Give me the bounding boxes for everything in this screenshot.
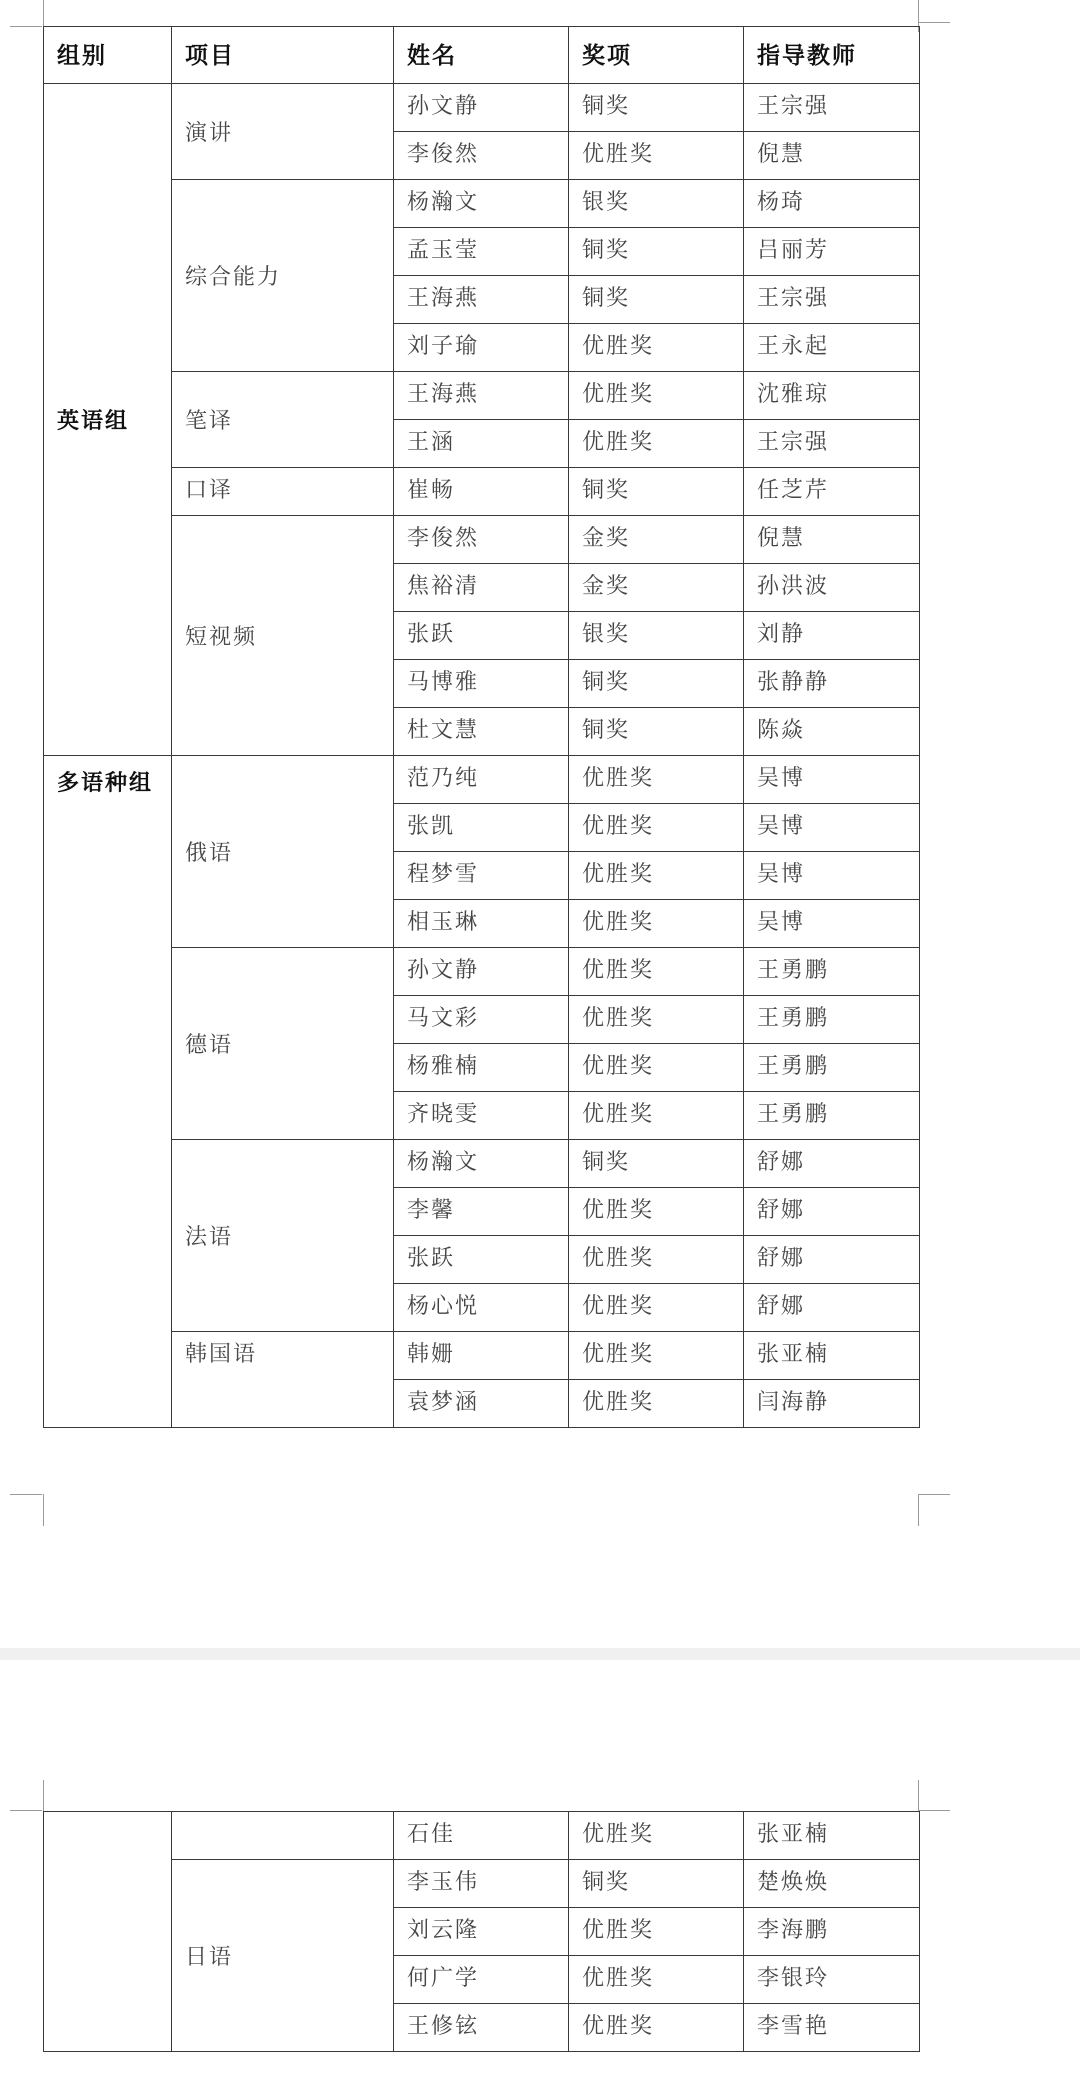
project-cell: 法语 (172, 1140, 394, 1332)
name-cell: 崔畅 (394, 468, 569, 516)
teacher-cell: 王勇鹏 (744, 996, 920, 1044)
name-cell: 马文彩 (394, 996, 569, 1044)
name-cell: 袁梦涵 (394, 1380, 569, 1428)
award-cell: 优胜奖 (569, 996, 744, 1044)
award-cell: 铜奖 (569, 708, 744, 756)
name-cell: 李俊然 (394, 132, 569, 180)
teacher-cell: 王勇鹏 (744, 1092, 920, 1140)
teacher-cell: 孙洪波 (744, 564, 920, 612)
name-cell: 张跃 (394, 612, 569, 660)
name-cell: 李馨 (394, 1188, 569, 1236)
name-cell: 李玉伟 (394, 1860, 569, 1908)
table-row (44, 1332, 920, 1380)
award-cell: 优胜奖 (569, 804, 744, 852)
teacher-cell: 倪慧 (744, 516, 920, 564)
award-cell: 优胜奖 (569, 900, 744, 948)
project-cell: 短视频 (172, 516, 394, 756)
name-cell: 孙文静 (394, 84, 569, 132)
project-cell: 演讲 (172, 84, 394, 180)
teacher-cell: 王勇鹏 (744, 948, 920, 996)
table-row (44, 468, 920, 516)
teacher-cell: 张静静 (744, 660, 920, 708)
table-row (44, 84, 920, 132)
project-cell: 综合能力 (172, 180, 394, 372)
crop-mark (43, 1494, 44, 1526)
table-row (44, 756, 920, 804)
teacher-cell: 王宗强 (744, 84, 920, 132)
header-name: 姓名 (394, 27, 569, 84)
award-cell: 优胜奖 (569, 1044, 744, 1092)
name-cell: 张凯 (394, 804, 569, 852)
name-cell: 王海燕 (394, 372, 569, 420)
award-table-continued (43, 1811, 920, 2052)
award-cell: 优胜奖 (569, 1956, 744, 2004)
award-cell: 优胜奖 (569, 756, 744, 804)
award-cell: 优胜奖 (569, 1284, 744, 1332)
award-cell: 金奖 (569, 564, 744, 612)
name-cell: 王海燕 (394, 276, 569, 324)
award-cell: 铜奖 (569, 84, 744, 132)
award-cell: 优胜奖 (569, 132, 744, 180)
award-cell: 铜奖 (569, 468, 744, 516)
award-cell: 优胜奖 (569, 2004, 744, 2052)
teacher-cell: 闫海静 (744, 1380, 920, 1428)
header-project: 项目 (172, 27, 394, 84)
teacher-cell: 吴博 (744, 756, 920, 804)
name-cell: 王涵 (394, 420, 569, 468)
award-cell: 优胜奖 (569, 1908, 744, 1956)
award-cell: 金奖 (569, 516, 744, 564)
crop-mark (918, 1494, 950, 1495)
teacher-cell: 杨琦 (744, 180, 920, 228)
teacher-cell: 李海鹏 (744, 1908, 920, 1956)
crop-mark (918, 22, 950, 23)
crop-mark (918, 1494, 919, 1526)
name-cell: 何广学 (394, 1956, 569, 2004)
teacher-cell: 舒娜 (744, 1236, 920, 1284)
name-cell: 程梦雪 (394, 852, 569, 900)
name-cell: 孟玉莹 (394, 228, 569, 276)
table-row (44, 372, 920, 420)
name-cell: 范乃纯 (394, 756, 569, 804)
teacher-cell: 李雪艳 (744, 2004, 920, 2052)
name-cell: 齐晓雯 (394, 1092, 569, 1140)
award-cell: 铜奖 (569, 1140, 744, 1188)
name-cell: 焦裕清 (394, 564, 569, 612)
project-cell: 俄语 (172, 756, 394, 948)
name-cell: 杜文慧 (394, 708, 569, 756)
teacher-cell: 张亚楠 (744, 1812, 920, 1860)
award-cell: 优胜奖 (569, 1812, 744, 1860)
award-cell: 银奖 (569, 180, 744, 228)
teacher-cell: 楚焕焕 (744, 1860, 920, 1908)
teacher-cell: 王宗强 (744, 276, 920, 324)
group-cell: 多语种组 (44, 756, 172, 1428)
teacher-cell: 陈焱 (744, 708, 920, 756)
table-header-row (44, 27, 920, 84)
crop-mark (10, 1810, 42, 1811)
award-cell: 铜奖 (569, 276, 744, 324)
teacher-cell: 沈雅琼 (744, 372, 920, 420)
table-row (44, 1140, 920, 1188)
teacher-cell: 吕丽芳 (744, 228, 920, 276)
teacher-cell: 王永起 (744, 324, 920, 372)
teacher-cell: 吴博 (744, 852, 920, 900)
teacher-cell: 王勇鹏 (744, 1044, 920, 1092)
award-cell: 优胜奖 (569, 1332, 744, 1380)
table-row (44, 180, 920, 228)
name-cell: 李俊然 (394, 516, 569, 564)
name-cell: 刘子瑜 (394, 324, 569, 372)
project-cell: 日语 (172, 1860, 394, 2052)
name-cell: 王修铉 (394, 2004, 569, 2052)
name-cell: 孙文静 (394, 948, 569, 996)
award-cell: 优胜奖 (569, 852, 744, 900)
teacher-cell: 吴博 (744, 900, 920, 948)
name-cell: 杨瀚文 (394, 1140, 569, 1188)
project-cell: 笔译 (172, 372, 394, 468)
award-cell: 优胜奖 (569, 420, 744, 468)
header-teacher: 指导教师 (744, 27, 920, 84)
award-cell: 优胜奖 (569, 1380, 744, 1428)
name-cell: 张跃 (394, 1236, 569, 1284)
award-cell: 银奖 (569, 612, 744, 660)
name-cell: 石佳 (394, 1812, 569, 1860)
name-cell: 韩姗 (394, 1332, 569, 1380)
award-cell: 优胜奖 (569, 1236, 744, 1284)
crop-mark (10, 1494, 42, 1495)
name-cell: 杨雅楠 (394, 1044, 569, 1092)
teacher-cell: 倪慧 (744, 132, 920, 180)
teacher-cell: 舒娜 (744, 1140, 920, 1188)
teacher-cell: 刘静 (744, 612, 920, 660)
group-cell: 英语组 (44, 84, 172, 756)
project-cell: 德语 (172, 948, 394, 1140)
award-cell: 优胜奖 (569, 324, 744, 372)
teacher-cell: 李银玲 (744, 1956, 920, 2004)
project-cell: 韩国语 (172, 1332, 394, 1428)
teacher-cell: 吴博 (744, 804, 920, 852)
table-row (44, 1860, 920, 1908)
teacher-cell: 舒娜 (744, 1284, 920, 1332)
table-row (44, 516, 920, 564)
name-cell: 马博雅 (394, 660, 569, 708)
teacher-cell: 王宗强 (744, 420, 920, 468)
teacher-cell: 舒娜 (744, 1188, 920, 1236)
award-table (43, 26, 920, 1428)
crop-mark (10, 26, 42, 27)
award-cell: 铜奖 (569, 228, 744, 276)
page-separator (0, 1648, 1080, 1660)
crop-mark (918, 1810, 950, 1811)
teacher-cell: 任芝芹 (744, 468, 920, 516)
header-group: 组别 (44, 27, 172, 84)
table-row (44, 948, 920, 996)
award-cell: 优胜奖 (569, 372, 744, 420)
award-cell: 铜奖 (569, 660, 744, 708)
award-cell: 优胜奖 (569, 1188, 744, 1236)
project-cell-continued (172, 1812, 394, 1860)
award-cell: 铜奖 (569, 1860, 744, 1908)
name-cell: 相玉琳 (394, 900, 569, 948)
name-cell: 刘云隆 (394, 1908, 569, 1956)
group-cell-continued (44, 1812, 172, 2052)
name-cell: 杨心悦 (394, 1284, 569, 1332)
crop-mark (918, 1780, 919, 1812)
crop-mark (43, 1780, 44, 1812)
award-cell: 优胜奖 (569, 1092, 744, 1140)
project-cell: 口译 (172, 468, 394, 516)
name-cell: 杨瀚文 (394, 180, 569, 228)
award-cell: 优胜奖 (569, 948, 744, 996)
teacher-cell: 张亚楠 (744, 1332, 920, 1380)
table-row (44, 1812, 920, 1860)
header-award: 奖项 (569, 27, 744, 84)
